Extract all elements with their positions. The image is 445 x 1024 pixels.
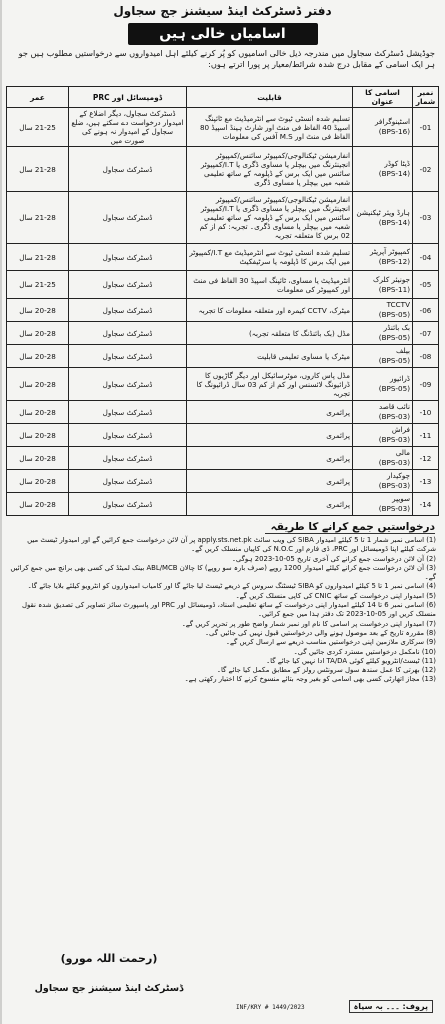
domicile-cell: ڈسٹرکٹ سجاول: [69, 192, 187, 244]
pay-scale: (BPS-11): [378, 284, 410, 294]
advertisement-page: [4, 2, 441, 1020]
qualification-cell: مڈل (بک بائنڈنگ کا متعلقہ تجربہ): [187, 322, 353, 345]
instruction-item: (5) امیدوار اپنی درخواست کے ساتھ CNIC کی کاپی منسلک کریں گے۔: [235, 591, 436, 600]
pay-scale: (BPS-03): [378, 412, 410, 421]
qualification-cell: پرائمری: [187, 470, 353, 493]
instructions-list: [4, 536, 441, 685]
signatory-title: ڈسٹرکٹ اینڈ سیشنز جج سجاول: [34, 983, 184, 994]
post-title: سویپر: [392, 494, 410, 503]
domicile-cell: ڈسٹرکٹ سجاول: [69, 401, 187, 424]
age-cell: 21-28 سال: [7, 192, 69, 244]
age-cell: 20-28 سال: [7, 447, 69, 470]
table-row: [7, 470, 439, 493]
vacancies-banner: اسامیاں خالی ہیں: [128, 23, 318, 45]
age-cell: 21-28 سال: [7, 244, 69, 271]
post-cell: [353, 470, 413, 493]
instructions-title: درخواستیں جمع کرانے کا طریقہ: [265, 521, 435, 534]
serial-cell: 10-: [413, 401, 439, 424]
post-cell: [353, 244, 413, 271]
table-row: [7, 299, 439, 322]
post-cell: [353, 147, 413, 192]
age-cell: 20-28 سال: [7, 424, 69, 447]
age-cell: 20-28 سال: [7, 345, 69, 368]
serial-cell: 08-: [413, 345, 439, 368]
table-header-row: [7, 87, 439, 108]
age-cell: 21-25 سال: [7, 108, 69, 147]
post-title: ڈرائیور: [389, 374, 410, 383]
domicile-cell: ڈسٹرکٹ سجاول: [69, 424, 187, 447]
qualification-cell: انفارمیشن ٹیکنالوجی/کمپیوٹر سائنس/کمپیوٹر انجینئرنگ میں بیچلر یا مساوی ڈگری یا I.T/کمپیوٹر سائنس میں ایک برس کے ڈپلومہ کے ساتھ تعلیمی شعبہ میں بیچلر یا مساوی ڈگری: [187, 147, 353, 192]
table-row: [7, 401, 439, 424]
header-serial: نمبر شمار: [413, 87, 439, 108]
post-title: مالی: [395, 448, 410, 457]
intro-paragraph: جوڈیشل ڈسٹرکٹ سجاول میں مندرجہ ذیل خالی اسامیوں کو پُر کرنے کیلئے اہل امیدواروں سے درخواستیں مطلوب ہیں جو ہر ایک اسامی کے مقابل درج شدہ شرائط/معیار پر پورا اترتے ہوں:: [18, 48, 435, 69]
age-cell: 21-28 سال: [7, 147, 69, 192]
post-title: بیلف: [396, 346, 410, 355]
post-cell: [353, 401, 413, 424]
age-cell: 20-28 سال: [7, 322, 69, 345]
serial-cell: 07-: [413, 322, 439, 345]
serial-cell: 05-: [413, 271, 439, 299]
domicile-cell: ڈسٹرکٹ سجاول: [69, 244, 187, 271]
qualification-cell: پرائمری: [187, 424, 353, 447]
post-cell: [353, 322, 413, 345]
post-title: جونیئر کلرک: [373, 274, 410, 284]
page-edge: [0, 0, 2, 1024]
table-row: [7, 493, 439, 516]
table-row: [7, 192, 439, 244]
post-cell: [353, 271, 413, 299]
instruction-item: (1) اسامی نمبر شمار 1 تا 5 کیلئے امیدوار SIBA کی ویب سائٹ apply.sts.net.pk پر آن لائن درخواست جمع کرائیں گے اور امیدوار ٹیسٹ میں شرکت کیلئے اپنا ڈومیسائل اور PRC، ڈی فارم اور N.O.C کی کاپیاں منسلک کریں گے۔: [27, 536, 436, 554]
post-cell: [353, 299, 413, 322]
domicile-cell: ڈسٹرکٹ سجاول: [69, 470, 187, 493]
pay-scale: (BPS-03): [378, 435, 410, 444]
reference-number: INF/KRY # 1449/2023: [236, 1004, 305, 1011]
qualification-cell: پرائمری: [187, 493, 353, 516]
pay-scale: (BPS-05): [378, 384, 410, 393]
table-row: [7, 424, 439, 447]
serial-cell: 01-: [413, 108, 439, 147]
pay-scale: (BPS-03): [378, 458, 410, 467]
instruction-item: (2) آن لائن درخواست جمع کرانے کی آخری تاریخ 05-10-2023 ہوگی۔: [231, 554, 436, 563]
domicile-cell: ڈسٹرکٹ سجاول: [69, 322, 187, 345]
domicile-cell: ڈسٹرکٹ سجاول: [69, 368, 187, 401]
serial-cell: 14-: [413, 493, 439, 516]
serial-cell: 03-: [413, 192, 439, 244]
post-cell: [353, 345, 413, 368]
qualification-cell: مڈل پاس کاروں، موٹرسائیکل اور دیگر گاڑیوں کا ڈرائیونگ لائسنس اور کم از کم 03 سال ڈرائیونگ کا تجربہ: [187, 368, 353, 401]
header-age: عمر: [7, 87, 69, 108]
domicile-cell: ڈسٹرکٹ سجاول: [69, 345, 187, 368]
post-title: کمپیوٹر آپریٹر: [370, 247, 410, 256]
table-row: [7, 368, 439, 401]
serial-cell: 13-: [413, 470, 439, 493]
instruction-item: (11) ٹیسٹ/انٹرویو کیلئے کوئی TA/DA ادا نہیں کیا جائے گا۔: [266, 656, 436, 665]
post-title: فراش: [391, 425, 410, 434]
pay-scale: (BPS-05): [378, 310, 410, 319]
pay-scale: (BPS-16): [378, 127, 410, 136]
pay-scale: (BPS-14): [378, 217, 410, 227]
table-row: [7, 108, 439, 147]
qualification-cell: میٹرک، CCTV کیمرہ اور متعلقہ معلومات کا تجربہ: [187, 299, 353, 322]
pay-scale: (BPS-05): [378, 333, 410, 342]
serial-cell: 11-: [413, 424, 439, 447]
table-row: [7, 447, 439, 470]
serial-cell: 09-: [413, 368, 439, 401]
serial-cell: 04-: [413, 244, 439, 271]
qualification-cell: تسلیم شدہ انسٹی ٹیوٹ سے انٹرمیڈیٹ مع I.T/کمپیوٹر میں ایک برس کا ڈپلومہ یا سرٹیفکیٹ: [187, 244, 353, 271]
qualification-cell: میٹرک یا مساوی تعلیمی قابلیت: [187, 345, 353, 368]
instruction-item: (10) نامکمل درخواستیں مسترد کردی جائیں گی۔: [293, 647, 436, 656]
age-cell: 20-28 سال: [7, 493, 69, 516]
domicile-cell: ڈسٹرکٹ سجاول: [69, 299, 187, 322]
qualification-cell: تسلیم شدہ انسٹی ٹیوٹ سے انٹرمیڈیٹ مع ٹائپنگ اسپیڈ 40 الفاظ فی منٹ اور شارٹ ہینڈ اسپیڈ 80 الفاظ فی منٹ اور M.S آفس کی معلومات: [187, 108, 353, 147]
post-title: نائب قاصد: [378, 402, 410, 411]
post-cell: [353, 192, 413, 244]
post-title: اسٹینوگرافر: [374, 117, 410, 126]
header-domicile: ڈومیسائل اور PRC: [69, 87, 187, 108]
instruction-item: (12) بھرتی کا عمل سندھ سول سرونٹس رولز کے مطابق مکمل کیا جائے گا۔: [216, 666, 436, 675]
pay-scale: (BPS-05): [378, 356, 410, 365]
pay-scale: (BPS-03): [378, 504, 410, 513]
signatory-name: (رحمت اللہ مورو): [60, 952, 158, 965]
serial-cell: 06-: [413, 299, 439, 322]
domicile-cell: ڈسٹرکٹ سجاول، دیگر اضلاع کے امیدوار درخواست دے سکتے ہیں، ضلع سجاول کے امیدوار نہ ہونے کی صورت میں: [69, 108, 187, 147]
post-cell: [353, 108, 413, 147]
header-post: اسامی کا عنوان: [353, 87, 413, 108]
table-row: [7, 244, 439, 271]
post-title: چوکیدار: [387, 471, 410, 480]
table-row: [7, 147, 439, 192]
post-cell: [353, 447, 413, 470]
header-qualification: قابلیت: [187, 87, 353, 108]
post-title: ہارڈ ویئر ٹیکنیشن: [356, 207, 410, 217]
instruction-item: (3) آن لائن درخواست جمع کرانے کیلئے امیدوار 1200 روپے (صرف بارہ سو روپے) کا چالان ABL/MCB بینک لمیٹڈ کی کسی بھی برانچ میں جمع کرائیں گے۔: [10, 563, 436, 582]
serial-cell: 12-: [413, 447, 439, 470]
serial-cell: 02-: [413, 147, 439, 192]
age-cell: 21-25 سال: [7, 271, 69, 299]
post-cell: [353, 368, 413, 401]
post-cell: [353, 493, 413, 516]
pay-scale: (BPS-12): [378, 257, 410, 266]
instruction-item: (6) اسامی نمبر 6 تا 14 کیلئے امیدوار اپنی درخواست کے ساتھ تعلیمی اسناد، ڈومیسائل اور PRC اور پاسپورٹ سائز تصاویر کی تصدیق شدہ نقول منسلک کریں اور 05-10-2023 تک دفتر ہذا میں جمع کرائیں۔: [21, 601, 436, 619]
qualification-cell: انفارمیشن ٹیکنالوجی/کمپیوٹر سائنس/کمپیوٹر انجینئرنگ میں بیچلر یا مساوی ڈگری یا I.T/کمپیوٹر سائنس میں ایک برس کے ڈپلومہ کے ساتھ تعلیمی شعبہ میں بیچلر یا مساوی ڈگری۔ تجربہ: کم از کم 02 برس کا متعلقہ تجربہ: [187, 192, 353, 244]
post-title: ڈیٹا کوڈر: [384, 159, 410, 168]
post-cell: [353, 424, 413, 447]
domicile-cell: ڈسٹرکٹ سجاول: [69, 447, 187, 470]
age-cell: 20-28 سال: [7, 299, 69, 322]
vacancies-table: [6, 86, 439, 516]
instruction-item: (4) اسامی نمبر 1 تا 5 کیلئے امیدواروں کو SIBA ٹیسٹنگ سروس کے ذریعے ٹیسٹ لیا جائے گا اور کامیاب امیدواروں کو انٹرویو کیلئے بلایا جائے گا۔: [27, 582, 436, 591]
signature-block: [14, 952, 204, 994]
post-title: TCCTV: [386, 300, 410, 309]
pay-scale: (BPS-14): [378, 169, 410, 178]
age-cell: 20-28 سال: [7, 368, 69, 401]
domicile-cell: ڈسٹرکٹ سجاول: [69, 493, 187, 516]
qualification-cell: انٹرمیڈیٹ یا مساوی، ٹائپنگ اسپیڈ 30 الفاظ فی منٹ اور کمپیوٹر کی معلومات: [187, 271, 353, 299]
instruction-item: (13) مجاز اتھارٹی کسی بھی اسامی کو بغیر وجہ بتائے منسوخ کرنے کا اختیار رکھتی ہے۔: [184, 675, 436, 684]
domicile-cell: ڈسٹرکٹ سجاول: [69, 271, 187, 299]
table-row: [7, 322, 439, 345]
age-cell: 20-28 سال: [7, 401, 69, 424]
instruction-item: (8) مقررہ تاریخ کے بعد موصول ہونے والی درخواستیں قبول نہیں کی جائیں گی۔: [204, 628, 436, 637]
office-heading: دفتر ڈسٹرکٹ اینڈ سیشنز جج سجاول: [113, 4, 332, 18]
qualification-cell: پرائمری: [187, 401, 353, 424]
proof-stamp: پروف: ۔۔۔ بہ سیاہ: [349, 1000, 433, 1013]
pay-scale: (BPS-03): [378, 481, 410, 490]
table-row: [7, 271, 439, 299]
instruction-item: (9) سرکاری ملازمین اپنی درخواستیں مناسب ذریعے سے ارسال کریں گے۔: [225, 638, 436, 647]
post-title: بک بائنڈر: [383, 323, 410, 332]
domicile-cell: ڈسٹرکٹ سجاول: [69, 147, 187, 192]
instruction-item: (7) امیدوار اپنی درخواست پر اسامی کا نام اور نمبر شمار واضح طور پر تحریر کریں گے۔: [181, 619, 436, 628]
age-cell: 20-28 سال: [7, 470, 69, 493]
table-row: [7, 345, 439, 368]
qualification-cell: پرائمری: [187, 447, 353, 470]
